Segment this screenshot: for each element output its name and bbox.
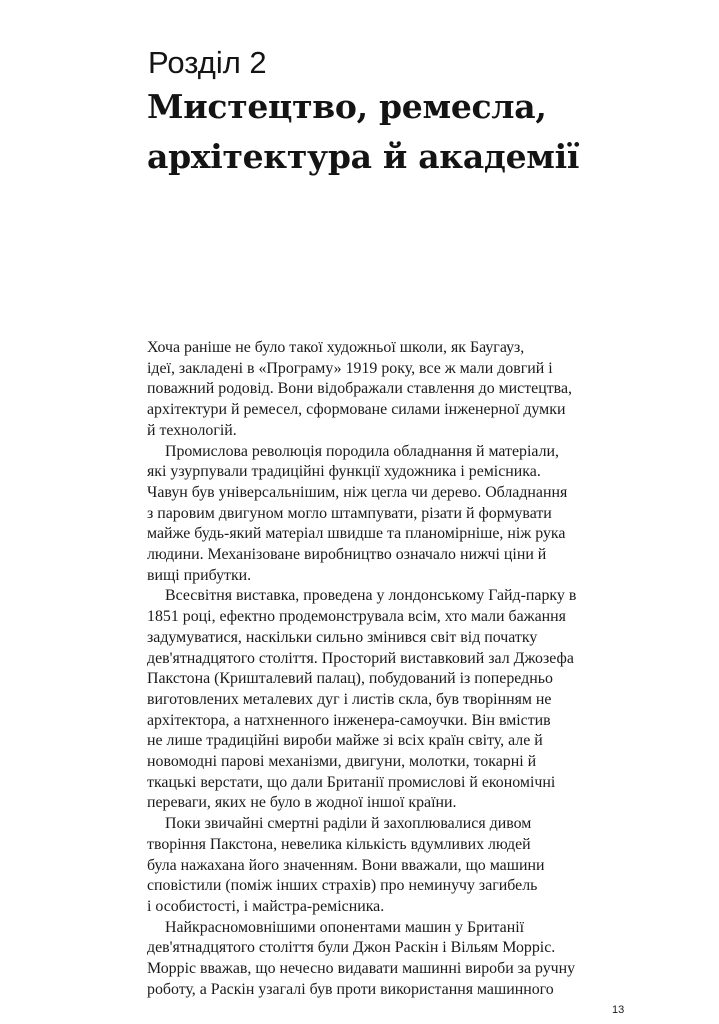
text-line: задумуватися, наскільки сильно змінився світ від початку [147, 628, 538, 646]
text-line: людини. Механізоване виробництво означало нижчі ціни й [147, 546, 547, 564]
body-text [147, 338, 627, 1001]
text-line: архітектора, а натхненного інженера-самоучки. Він вмістив [147, 711, 551, 729]
text-line: новомодні парові механізми, двигуни, молотки, токарні й [147, 753, 537, 771]
text-line: виготовлених металевих дуг і листів скла, був творінням не [147, 690, 552, 708]
paragraph [147, 918, 627, 1001]
text-line: з паровим двигуном могло штампувати, різати й формувати [147, 504, 552, 522]
text-line: архітектури й ремесел, сформоване силами інженерної думки [147, 401, 566, 419]
chapter-title-line: Мистецтво, ремесла, [147, 87, 547, 126]
text-line: не лише традиційні вироби майже зі всіх країн світу, але й [147, 732, 543, 750]
paragraph [147, 442, 627, 587]
text-line: ідеї, закладені в «Програму» 1919 року, все ж мали довгий і [147, 359, 553, 377]
text-line: творіння Пакстона, невелика кількість вдумливих людей [147, 835, 531, 853]
text-line: дев'ятнадцятого століття були Джон Раскін і Вільям Морріс. [147, 939, 556, 957]
text-line: була нажахана його значенням. Вони вважали, що машини [147, 856, 545, 874]
text-line: Промислова революція породила обладнання й матеріали, [165, 442, 559, 460]
text-line: і особистості, і майстра-ремісника. [147, 897, 385, 915]
text-line: Пакстона (Кришталевий палац), побудований із попередньо [147, 670, 553, 688]
chapter-title-line: архітектура й академії [147, 137, 580, 176]
text-line: Найкрасномовнішими опонентами машин у Британії [165, 918, 525, 936]
text-line: Чавун був універсальнішим, ніж цегла чи дерево. Обладнання [147, 483, 568, 501]
text-line: Всесвітня виставка, проведена у лондонському Гайд-парку в [165, 587, 577, 605]
text-line: вищі прибутки. [147, 566, 252, 584]
text-line: й технологій. [147, 421, 237, 439]
chapter-title [147, 82, 579, 182]
text-line: переваги, яких не було в жодної іншої країни. [147, 794, 457, 812]
page-number: 13 [612, 1004, 625, 1016]
text-line: дев'ятнадцятого століття. Просторий виставковий зал Джозефа [147, 649, 574, 667]
text-line: Хоча раніше не було такої художньої школи, як Баугауз, [147, 339, 525, 356]
text-line: ткацькі верстати, що дали Британії промислові й економічні [147, 773, 556, 791]
paragraph [147, 338, 627, 442]
text-line: майже будь-який матеріал швидше та планомірніше, ніж рука [147, 525, 566, 543]
text-line: які узурпували традиційні функції художника і ремісника. [147, 463, 541, 481]
text-line: роботу, а Раскін узагалі був проти використання машинного [147, 980, 554, 998]
text-line: Поки звичайні смертні раділи й захоплювалися дивом [165, 815, 532, 833]
text-line: 1851 році, ефектно продемонструвала всім, хто мали бажання [147, 608, 566, 626]
paragraph [147, 814, 627, 918]
chapter-label: Розділ 2 [148, 45, 267, 80]
text-line: сповістили (поміж інших страхів) про неминучу загибель [147, 877, 538, 895]
text-line: Морріс вважав, що нечесно видавати машинні вироби за ручну [147, 960, 576, 978]
paragraph [147, 586, 627, 814]
text-line: поважний родовід. Вони відображали ставлення до мистецтва, [147, 380, 572, 398]
